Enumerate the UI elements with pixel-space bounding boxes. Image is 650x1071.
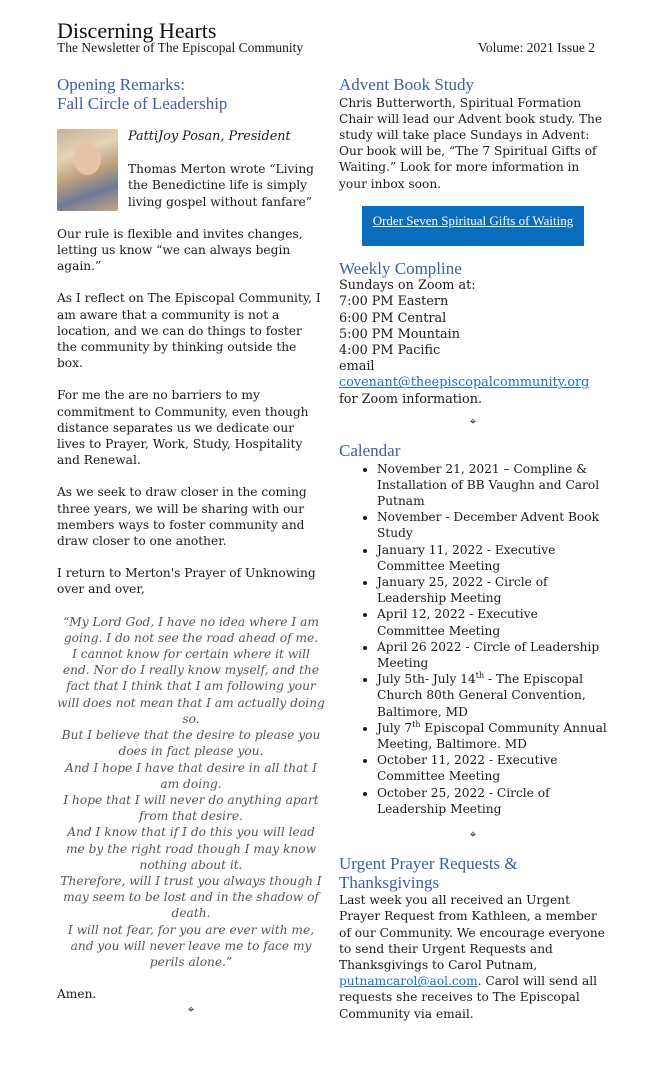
quote-line: But I believe that the desire to please you does in fact please you. <box>61 728 321 759</box>
calendar-heading: Calendar <box>339 441 401 461</box>
calendar-item: • January 25, 2022 - Circle of Leadership Meeting <box>377 574 607 606</box>
body-text: Last week you all received an Urgent Prayer Request from Kathleen, a member of our Community. We encourage everyone to send their Urgent Requests and Thanksgivings to Carol Putnam, <box>339 893 605 973</box>
paragraph: Our rule is flexible and invites changes, letting us know “we can always begin again.” <box>57 226 303 274</box>
schedule-line: 4:00 PM Pacific <box>339 343 441 359</box>
prayer-heading: Urgent Prayer Requests & Thanksgivings <box>339 854 518 892</box>
quote-line: Therefore, will I trust you always though I may seem to be lost and in the shadow of death. <box>60 873 322 921</box>
quote-line: I hope that I will never do anything apart from that desire. <box>63 792 319 824</box>
calendar-item: • April 12, 2022 - Executive Committee Meeting <box>377 606 607 638</box>
compline-email-link[interactable]: covenant@theepiscopalcommunity.org <box>339 375 590 391</box>
quote-line: “My Lord God, I have no idea where I am going. I do not see the road ahead of me. <box>63 614 319 645</box>
calendar-item: • October 11, 2022 - Executive Committee Meeting <box>377 752 607 784</box>
superscript: th <box>412 719 421 729</box>
right-column <box>339 76 607 1022</box>
paragraph: I return to Merton's Prayer of Unknowing over and over, <box>57 566 316 597</box>
paragraph: Thomas Merton wrote “Living the Benedictine life is simply living gospel without fanfare” <box>128 162 314 209</box>
calendar-item: • April 26 2022 - Circle of Leadership Meeting <box>377 639 607 671</box>
advent-heading: Advent Book Study <box>339 75 475 94</box>
compline-schedule <box>339 278 607 408</box>
paragraph: As we seek to draw closer in the coming three years, we will be sharing with our members ways to foster community and draw closer to one another. <box>57 485 307 549</box>
cross-divider-icon: ⌖ <box>469 414 477 428</box>
left-column <box>57 76 325 1019</box>
calendar-item: • October 25, 2022 - Circle of Leadership Meeting <box>377 785 607 817</box>
compline-heading: Weekly Compline <box>339 258 462 278</box>
calendar-item <box>377 720 607 752</box>
item-text: Episcopal Community Annual Meeting, Baltimore. MD <box>377 720 607 751</box>
superscript: th <box>475 671 485 681</box>
schedule-line: 7:00 PM Eastern <box>339 294 449 310</box>
schedule-line: Sundays on Zoom at: <box>339 278 476 294</box>
prayer-quote <box>57 614 325 970</box>
prayer-email-link[interactable]: putnamcarol@aol.com <box>339 974 478 989</box>
newsletter-title: Discerning Hearts <box>57 18 217 43</box>
item-text: July 7 <box>377 720 413 735</box>
calendar-list <box>339 461 607 817</box>
cross-divider-icon: ⌖ <box>187 1003 195 1017</box>
president-photo <box>57 129 118 211</box>
advent-body: Chris Butterworth, Spiritual Formation Chair will lead our Advent book study. The study will take place Sundays in Advent: Our book will be, “The 7 Spiritual Gifts of Waiting.” Look for more information in your inbox soon. <box>339 95 603 191</box>
order-book-button[interactable]: Order Seven Spiritual Gifts of Waiting <box>362 206 584 246</box>
schedule-line: 5:00 PM Mountain <box>339 326 460 342</box>
volume-issue: Volume: 2021 Issue 2 <box>477 40 595 55</box>
paragraph: For me the are no barriers to my commitment to Community, even though distance separates us we dedicate our lives to Prayer, Work, Study, Hospitality and Renewal. <box>57 388 309 468</box>
item-text: - The Episcopal Church 80th General Convention, Baltimore, MD <box>377 672 586 719</box>
author-name: PattiJoy Posan, President <box>128 129 291 144</box>
closing-amen: Amen. <box>57 987 97 1002</box>
email-prefix: email <box>339 359 375 375</box>
schedule-line: 6:00 PM Central <box>339 310 447 326</box>
opening-heading <box>57 76 325 113</box>
heading-line: Fall Circle of Leadership <box>57 93 228 113</box>
quote-line: And I hope I have that desire in all that I am doing. <box>65 760 317 791</box>
quote-line: I cannot know for certain where it will end. Nor do I really know myself, and the fact that I think that I am following your will does not mean that I am actually doing so. <box>57 647 325 726</box>
item-text: July 5th- July 14 <box>377 672 476 687</box>
paragraph: As I reflect on The Episcopal Community, I am aware that a community is not a location, and we can do things to foster the community by thinking outside the box. <box>57 291 321 371</box>
heading-line: Opening Remarks: <box>57 75 185 94</box>
prayer-body <box>339 892 607 1022</box>
quote-line: And I know that if I do this you will lead me by the right road though I may know nothing about it. <box>65 825 317 872</box>
calendar-item <box>377 671 607 720</box>
calendar-item: • November 21, 2021 – Compline & Installation of BB Vaughn and Carol Putnam <box>377 461 607 510</box>
quote-line: I will not fear, for you are ever with me, and you will never leave me to face my perils alone.” <box>67 922 315 969</box>
newsletter-subtitle: The Newsletter of The Episcopal Community <box>57 40 304 55</box>
schedule-line: for Zoom information. <box>339 391 483 407</box>
body-text: . Carol will send all requests she receives to The Episcopal Community via email. <box>339 974 597 1021</box>
calendar-item: • November - December Advent Book Study <box>377 509 607 541</box>
cross-divider-icon: ⌖ <box>469 828 477 842</box>
calendar-item: • January 11, 2022 - Executive Committee Meeting <box>377 542 607 574</box>
